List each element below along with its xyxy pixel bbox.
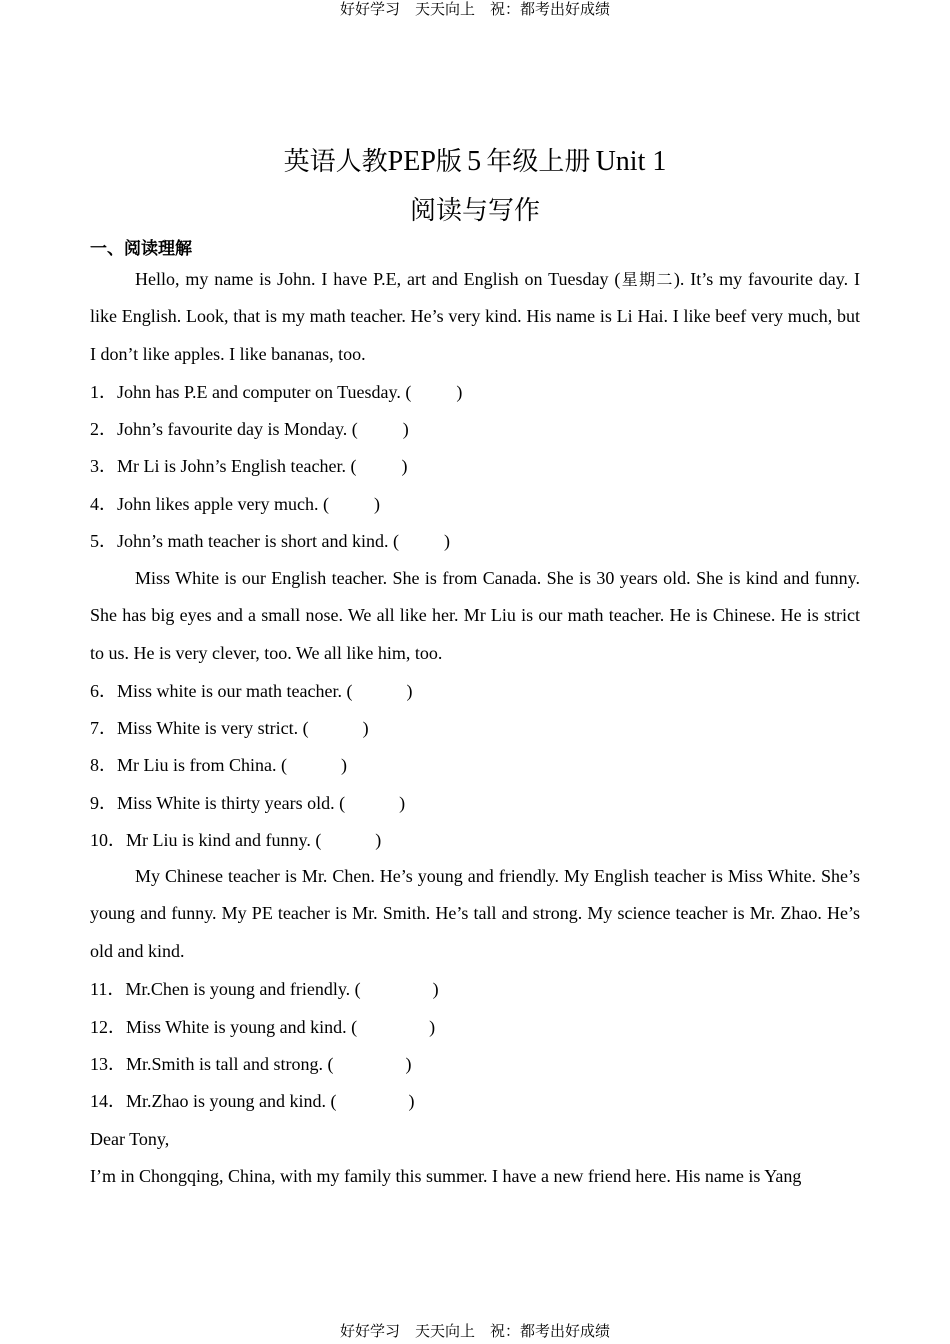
question-item [90, 418, 409, 440]
letter-body-line: I’m in Chongqing, China, with my family this summer. I have a new friend here. His name is Yang [90, 1166, 802, 1186]
question-number: 2． [90, 419, 117, 439]
question-number: 7． [90, 718, 117, 738]
question-item [90, 1053, 412, 1075]
question-number: 11． [90, 979, 126, 999]
question-item [90, 792, 405, 814]
question-item [90, 680, 412, 702]
worksheet-subtitle: 阅读与写作 [409, 196, 540, 226]
passage-text: ). It’s my favourite day. I like English. Look, that is my math teacher. He’s very kind. His name is Li Hai. I like beef very much, but I don’t like apples. I like bananas, too. [90, 269, 860, 364]
question-text: John’s favourite day is Monday. ( ) [117, 419, 409, 439]
reading-passage-2: Miss White is our English teacher. She is from Canada. She is 30 years old. She is kind and funny. She has big eyes and a small nose. We all like her. Mr Liu is our math teacher. He is Chinese. He is strict to us. He is very clever, too. We all like him, too. [90, 568, 860, 663]
question-item [90, 493, 380, 515]
question-item [90, 381, 462, 403]
letter-salutation: Dear Tony, [90, 1129, 170, 1149]
question-number: 9． [90, 793, 117, 813]
question-number: 10． [90, 830, 126, 850]
question-item [90, 530, 450, 552]
title-part-en: Unit 1 [595, 146, 667, 177]
question-text: Miss White is young and kind. ( ) [126, 1017, 436, 1037]
title-part-cn: 年级上册 [486, 147, 591, 177]
passage-text: Hello, my name is John. I have P.E, art and English on Tuesday ( [135, 269, 621, 289]
question-item [90, 978, 439, 1000]
question-text: Mr Li is John’s English teacher. ( ) [117, 456, 408, 476]
question-number: 1． [90, 382, 117, 402]
question-item [90, 1016, 435, 1038]
question-text: Mr.Chen is young and friendly. ( ) [125, 979, 439, 999]
question-text: John has P.E and computer on Tuesday. ( ) [117, 382, 463, 402]
question-text: Mr.Smith is tall and strong. ( ) [126, 1054, 412, 1074]
question-text: Mr.Zhao is young and kind. ( ) [126, 1091, 415, 1111]
question-item [90, 717, 369, 739]
title-part-cn: 版 [435, 147, 462, 177]
question-number: 5． [90, 531, 117, 551]
question-number: 12． [90, 1017, 126, 1037]
question-item [90, 829, 381, 851]
question-item [90, 455, 407, 477]
title-part-cn: 英语人教 [283, 147, 388, 177]
reading-passage-3: My Chinese teacher is Mr. Chen. He’s young and friendly. My English teacher is Miss White. She’s young and funny. My PE teacher is Mr. Smith. He’s tall and strong. My science teacher is Mr. Zhao. He’s old and kind. [90, 866, 860, 961]
question-number: 13． [90, 1054, 126, 1074]
question-number: 3． [90, 456, 117, 476]
question-item [90, 754, 347, 776]
question-text: Miss White is thirty years old. ( ) [117, 793, 406, 813]
question-number: 8． [90, 755, 117, 775]
page-footer: 好好学习 天天向上 祝：都考出好成绩 [339, 1322, 610, 1340]
worksheet-title [0, 146, 950, 178]
question-text: Miss White is very strict. ( ) [117, 718, 369, 738]
question-number: 14． [90, 1091, 126, 1111]
question-text: John’s math teacher is short and kind. ( ) [117, 531, 450, 551]
question-text: Mr Liu is kind and funny. ( ) [126, 830, 382, 850]
question-number: 4． [90, 494, 117, 514]
title-part-en: PEP [387, 146, 436, 177]
question-number: 6． [90, 681, 117, 701]
reading-passage-1 [90, 261, 860, 373]
title-part-en: 5 [467, 146, 482, 177]
page-header: 好好学习 天天向上 祝：都考出好成绩 [339, 0, 610, 18]
section-heading: 一、阅读理解 [90, 239, 192, 259]
question-item [90, 1090, 414, 1112]
question-text: John likes apple very much. ( ) [117, 494, 380, 514]
question-text: Mr Liu is from China. ( ) [117, 755, 347, 775]
question-text: Miss white is our math teacher. ( ) [117, 681, 413, 701]
passage-chinese-note: 星期二 [620, 270, 674, 289]
